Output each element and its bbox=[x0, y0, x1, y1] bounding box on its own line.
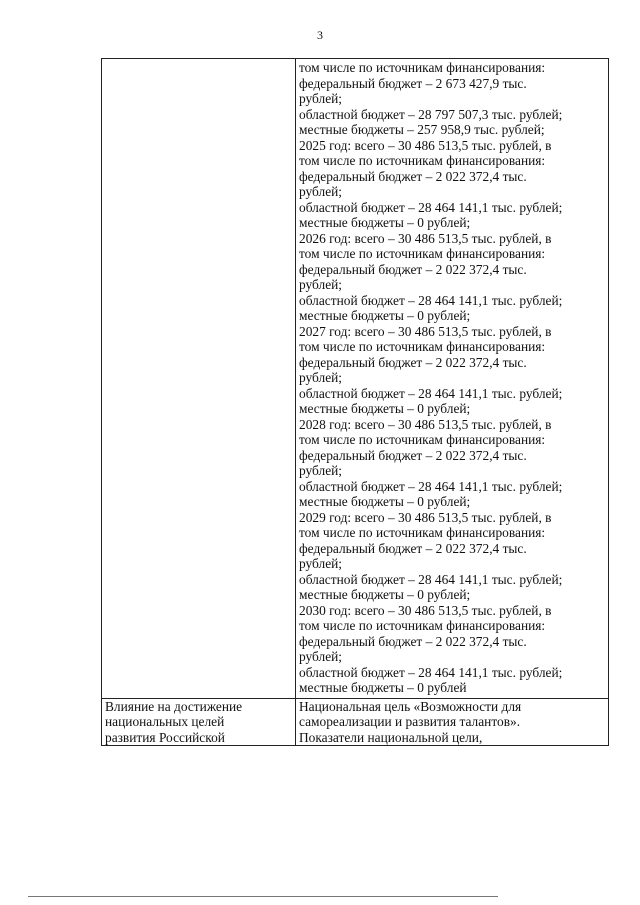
financing-line: рублей; bbox=[299, 277, 343, 292]
page-number: 3 bbox=[317, 28, 323, 42]
financing-line: областной бюджет – 28 464 141,1 тыс. рублей; bbox=[299, 478, 563, 494]
financing-line: 2028 год: всего – 30 486 513,5 тыс. рублей, в bbox=[299, 416, 552, 432]
financing-line: областной бюджет – 28 797 507,3 тыс. рублей; bbox=[299, 106, 563, 122]
financing-line: том числе по источникам финансирования: bbox=[299, 525, 546, 540]
financing-line: местные бюджеты – 0 рублей; bbox=[299, 494, 471, 509]
financing-line: рублей; bbox=[299, 184, 343, 199]
financing-line: рублей; bbox=[299, 556, 343, 571]
national-goals-row bbox=[102, 698, 609, 746]
program-passport-table bbox=[101, 58, 609, 746]
financing-line: областной бюджет – 28 464 141,1 тыс. рублей; bbox=[299, 199, 563, 215]
financing-line: федеральный бюджет – 2 022 372,4 тыс. bbox=[299, 540, 527, 556]
financing-line: том числе по источникам финансирования: bbox=[299, 60, 546, 75]
financing-line: местные бюджеты – 0 рублей bbox=[299, 680, 467, 695]
financing-line: местные бюджеты – 257 958,9 тыс. рублей; bbox=[299, 122, 545, 137]
financing-line: том числе по источникам финансирования: bbox=[299, 618, 546, 633]
financing-line: областной бюджет – 28 464 141,1 тыс. рублей; bbox=[299, 385, 563, 401]
financing-line: федеральный бюджет – 2 022 372,4 тыс. bbox=[299, 168, 527, 184]
financing-line: рублей; bbox=[299, 370, 343, 385]
national-goals-label-line: Влияние на достижение bbox=[105, 698, 243, 714]
financing-line: том числе по источникам финансирования: bbox=[299, 246, 546, 261]
financing-line: федеральный бюджет – 2 022 372,4 тыс. bbox=[299, 633, 527, 649]
financing-line: том числе по источникам финансирования: bbox=[299, 339, 546, 354]
national-goals-value-line: самореализации и развития талантов». bbox=[299, 714, 521, 729]
financing-line: местные бюджеты – 0 рублей; bbox=[299, 308, 471, 323]
national-goals-value-line: Национальная цель «Возможности для bbox=[299, 698, 522, 714]
national-goals-label-line: развития Российской bbox=[105, 729, 225, 745]
financing-line: федеральный бюджет – 2 022 372,4 тыс. bbox=[299, 447, 527, 463]
national-goals-label-cell bbox=[102, 698, 296, 746]
financing-line: рублей; bbox=[299, 91, 343, 106]
financing-row bbox=[102, 59, 609, 699]
financing-line: том числе по источникам финансирования: bbox=[299, 153, 546, 168]
national-goals-value-cell bbox=[296, 698, 609, 746]
financing-value-cell bbox=[296, 59, 609, 699]
financing-line: 2030 год: всего – 30 486 513,5 тыс. рублей, в bbox=[299, 602, 552, 618]
financing-line: местные бюджеты – 0 рублей; bbox=[299, 587, 471, 602]
financing-line: областной бюджет – 28 464 141,1 тыс. рублей; bbox=[299, 664, 563, 680]
financing-line: 2025 год: всего – 30 486 513,5 тыс. рублей, в bbox=[299, 137, 552, 153]
financing-label-cell bbox=[102, 59, 296, 699]
financing-line: 2029 год: всего – 30 486 513,5 тыс. рублей, в bbox=[299, 509, 552, 525]
national-goals-label-line: национальных целей bbox=[105, 714, 225, 729]
financing-line: том числе по источникам финансирования: bbox=[299, 432, 546, 447]
financing-line: 2026 год: всего – 30 486 513,5 тыс. рублей, в bbox=[299, 230, 552, 246]
financing-line: рублей; bbox=[299, 463, 343, 478]
financing-line: местные бюджеты – 0 рублей; bbox=[299, 401, 471, 416]
financing-line: областной бюджет – 28 464 141,1 тыс. рублей; bbox=[299, 292, 563, 308]
financing-line: федеральный бюджет – 2 022 372,4 тыс. bbox=[299, 354, 527, 370]
page-bottom-rule bbox=[28, 896, 498, 897]
financing-line: федеральный бюджет – 2 022 372,4 тыс. bbox=[299, 261, 527, 277]
national-goals-value-line: Показатели национальной цели, bbox=[299, 729, 483, 745]
financing-line: федеральный бюджет – 2 673 427,9 тыс. bbox=[299, 75, 527, 91]
financing-line: местные бюджеты – 0 рублей; bbox=[299, 215, 471, 230]
financing-line: 2027 год: всего – 30 486 513,5 тыс. рублей, в bbox=[299, 323, 552, 339]
financing-line: рублей; bbox=[299, 649, 343, 664]
financing-line: областной бюджет – 28 464 141,1 тыс. рублей; bbox=[299, 571, 563, 587]
